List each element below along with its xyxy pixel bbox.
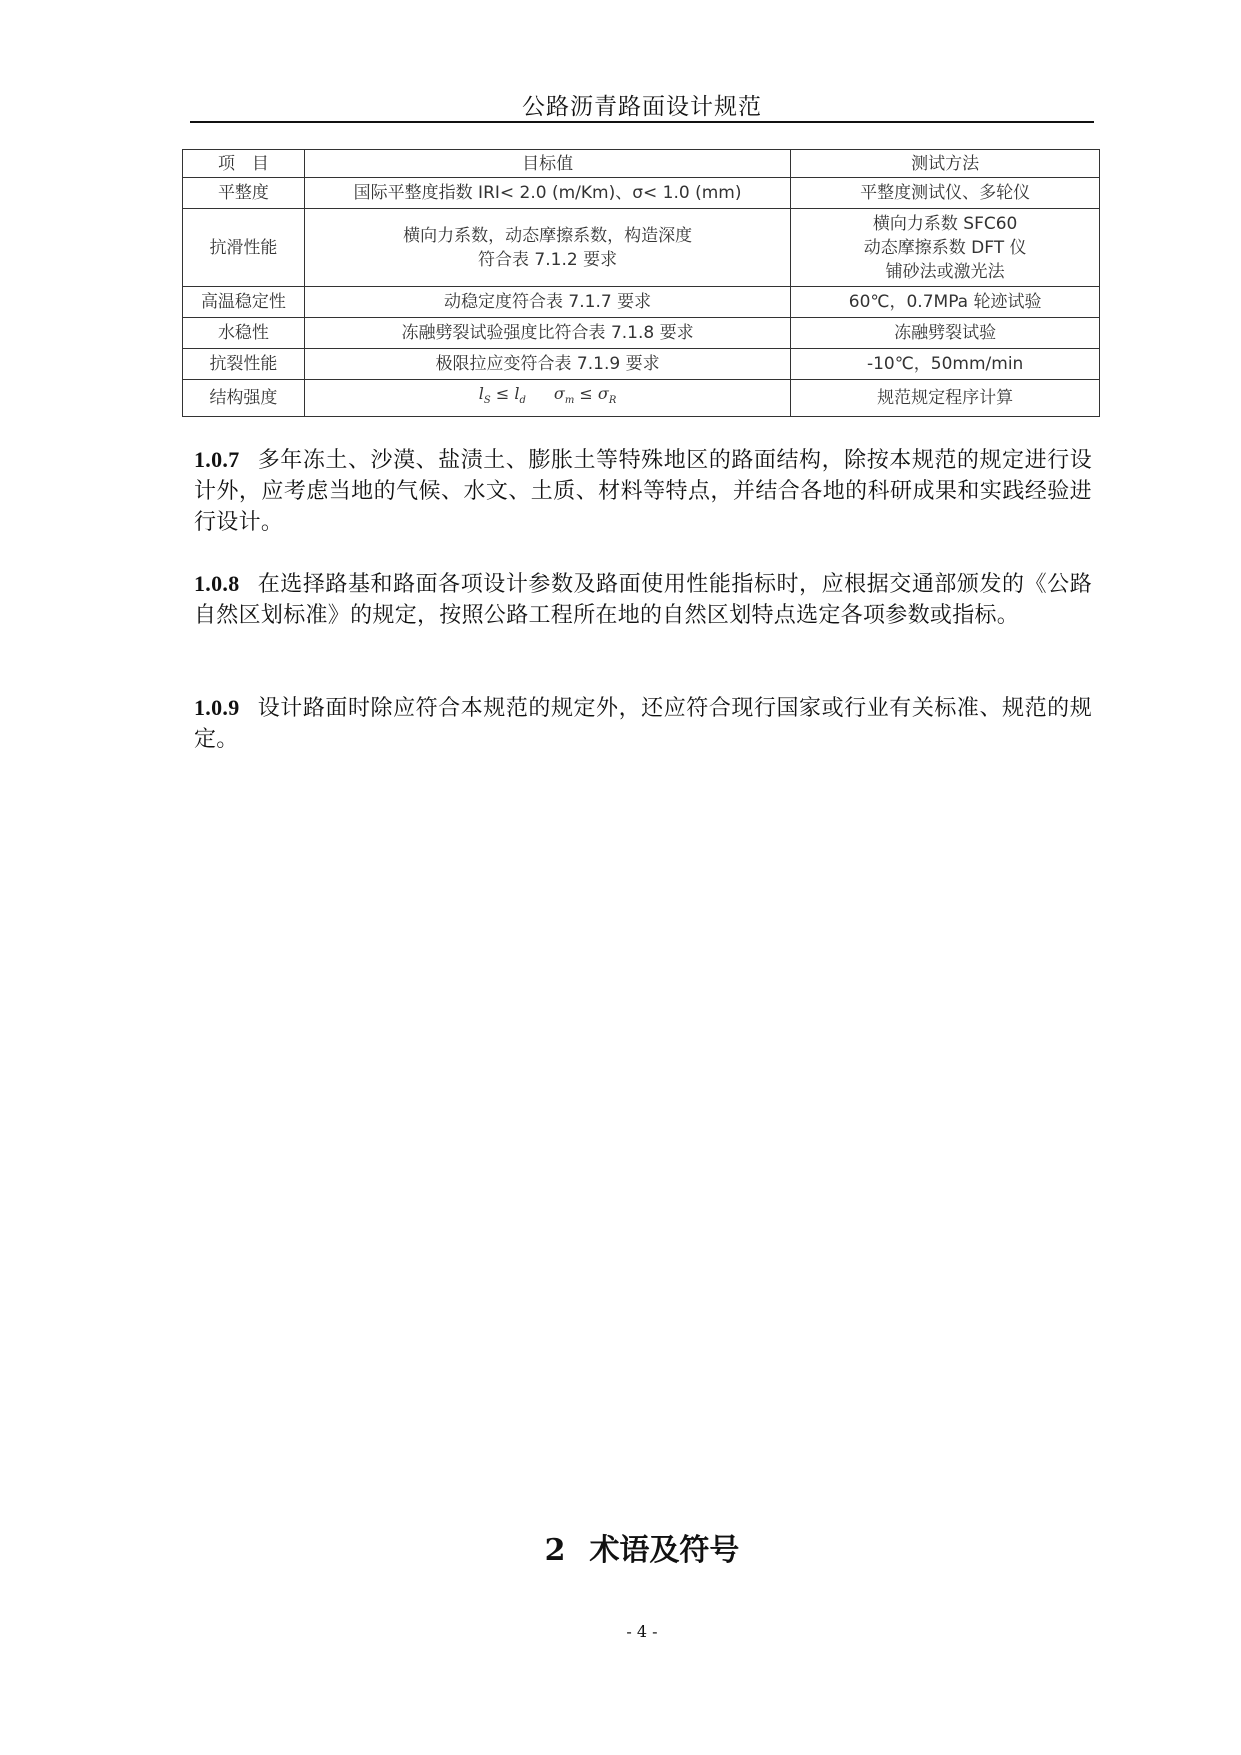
table-cell: -10℃，50mm/min [791, 349, 1100, 380]
table-cell-line: 符合表 7.1.2 要求 [478, 249, 618, 270]
clause-number: 1.0.8 [194, 571, 240, 596]
table-cell: 高温稳定性 [183, 287, 305, 318]
clause-1-0-8 [194, 568, 1092, 631]
table-cell: 冻融劈裂试验 [791, 318, 1100, 349]
table-row [183, 349, 1100, 380]
performance-table [182, 149, 1100, 417]
table-cell: 60℃，0.7MPa 轮迹试验 [791, 287, 1100, 318]
table-cell: 抗裂性能 [183, 349, 305, 380]
table-row [183, 287, 1100, 318]
table-cell: 冻融劈裂试验强度比符合表 7.1.8 要求 [304, 318, 790, 349]
table-cell-line: 横向力系数 SFC60 [872, 213, 1018, 234]
table-cell [304, 209, 790, 287]
table-header-cell: 项 目 [183, 150, 305, 178]
chapter-number: 2 [544, 1533, 566, 1568]
table-cell [791, 209, 1100, 287]
clause-1-0-7 [194, 444, 1092, 538]
header-rule [190, 121, 1094, 123]
chapter-heading [190, 1525, 1094, 1569]
table-row [183, 178, 1100, 209]
table-cell: 抗滑性能 [183, 209, 305, 287]
table-cell-line: 动态摩擦系数 DFT 仪 [863, 237, 1027, 258]
table-cell-line: 横向力系数，动态摩擦系数，构造深度 [403, 225, 693, 246]
table-row [183, 380, 1100, 417]
page-number: - 4 - [626, 1622, 658, 1641]
clause-text: 设计路面时除应符合本规范的规定外，还应符合现行国家或行业有关标准、规范的规定。 [194, 696, 1092, 752]
table-cell: 极限拉应变符合表 7.1.9 要求 [304, 349, 790, 380]
table-cell [304, 380, 790, 417]
clause-number: 1.0.9 [194, 695, 240, 720]
table-cell-line: 铺砂法或激光法 [885, 261, 1005, 282]
clause-number: 1.0.7 [194, 447, 240, 472]
running-header: 公路沥青路面设计规范 [522, 94, 762, 120]
table-cell: 结构强度 [183, 380, 305, 417]
table-cell: 平整度 [183, 178, 305, 209]
table-cell: 水稳性 [183, 318, 305, 349]
clause-text: 在选择路基和路面各项设计参数及路面使用性能指标时，应根据交通部颁发的《公路自然区划标准》的规定，按照公路工程所在地的自然区划特点选定各项参数或指标。 [194, 572, 1092, 628]
chapter-title-text: 术语及符号 [589, 1533, 740, 1568]
strength-formula: $l_S \le l_d$ $\sigma_m \le \sigma_R$ [478, 384, 617, 407]
table-row [183, 209, 1100, 287]
table-row [183, 318, 1100, 349]
table-header-row [183, 150, 1100, 178]
table-cell: 规范规定程序计算 [791, 380, 1100, 417]
table-header-cell: 测试方法 [791, 150, 1100, 178]
table-header-cell: 目标值 [304, 150, 790, 178]
table-cell: 国际平整度指数 IRI< 2.0 (m/Km)、σ< 1.0 (mm) [304, 178, 790, 209]
table-cell: 平整度测试仪、多轮仪 [791, 178, 1100, 209]
table-cell: 动稳定度符合表 7.1.7 要求 [304, 287, 790, 318]
clause-text: 多年冻土、沙漠、盐渍土、膨胀土等特殊地区的路面结构，除按本规范的规定进行设计外，应考虑当地的气候、水文、土质、材料等特点，并结合各地的科研成果和实践经验进行设计。 [194, 448, 1092, 535]
clause-1-0-9 [194, 692, 1092, 755]
